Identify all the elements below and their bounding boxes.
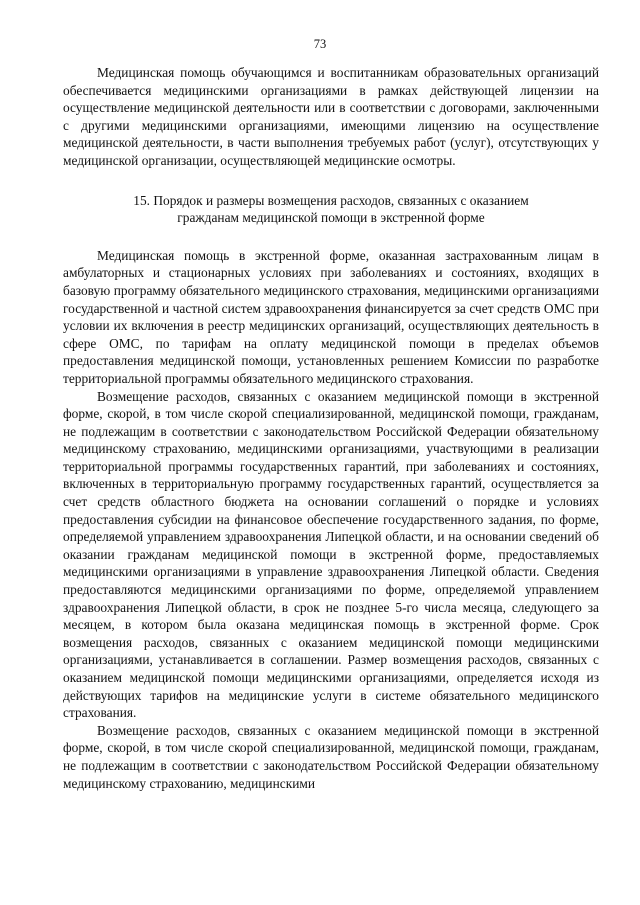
section-paragraph-3: Возмещение расходов, связанных с оказанием медицинской помощи в экстренной форме, скорой, в том числе скорой специализированной, медицинской помощи, гражданам, не подлежащим в соответствии с законодательством Российской Федерации обязательному медицинскому страхованию, медицинскими xyxy=(63,722,599,791)
page-number: 73 xyxy=(313,37,327,51)
section-heading: 15. Порядок и размеры возмещения расходов, связанных с оказанием гражданам медицинской помощи в экстренной форме xyxy=(133,192,529,226)
document-body xyxy=(63,64,599,792)
section-paragraph-2: Возмещение расходов, связанных с оказанием медицинской помощи в экстренной форме, скорой, в том числе скорой специализированной, медицинской помощи, гражданам, не подлежащим в соответствии с законодательством Российской Федерации обязательному медицинскому страхованию, медицинскими организациями, участвующими в реализации территориальной программы государственных гарантий, при заболеваниях и состояниях, включенных в территориальную программу государственных гарантий, осуществляется за счет средств областного бюджета на основании соглашений о порядке и условиях предоставления субсидии на финансовое обеспечение государственного задания, по форме, определяемой управлением здравоохранения Липецкой области, и на основании сведений об оказании гражданам медицинской помощи в экстренной форме, предоставляемых медицинскими организациями в управление здравоохранения Липецкой области. Сведения предоставляются медицинскими организациями по форме, определяемой управлением здравоохранения Липецкой области, в срок не позднее 5-го числа месяца, следующего за месяцем, в котором была оказана медицинская помощь в экстренной форме. Срок возмещения расходов, связанных с оказанием медицинской помощи медицинскими организациями, устанавливается в соглашении. Размер возмещения расходов, связанных с оказанием медицинской помощи медицинскими организациями, определяется исходя из действующих тарифов на медицинские услуги в системе обязательного медицинского страхования. xyxy=(63,388,599,721)
intro-paragraph: Медицинская помощь обучающимся и воспитанникам образовательных организаций обеспечивается медицинскими организациями в рамках действующей лицензии на осуществление медицинской деятельности или в соответствии с договорами, заключенными с другими медицинскими организациями, имеющими лицензию на осуществление медицинской деятельности, в части выполнения требуемых работ (услуг), отсутствующих у медицинской организации, осуществляющей медицинские осмотры. xyxy=(63,65,599,168)
section-paragraph-1: Медицинская помощь в экстренной форме, оказанная застрахованным лицам в амбулаторных и стационарных условиях при заболеваниях и состояниях, входящих в базовую программу обязательного медицинского страхования, медицинскими организациями государственной и частной систем здравоохранения финансируется за счет средств ОМС при условии их включения в реестр медицинских организаций, осуществляющих деятельность в сфере ОМС, по тарифам на оплату медицинской помощи в пределах объемов предоставления медицинской помощи, установленных решением Комиссии по разработке территориальной программы обязательного медицинского страхования. xyxy=(63,247,599,386)
